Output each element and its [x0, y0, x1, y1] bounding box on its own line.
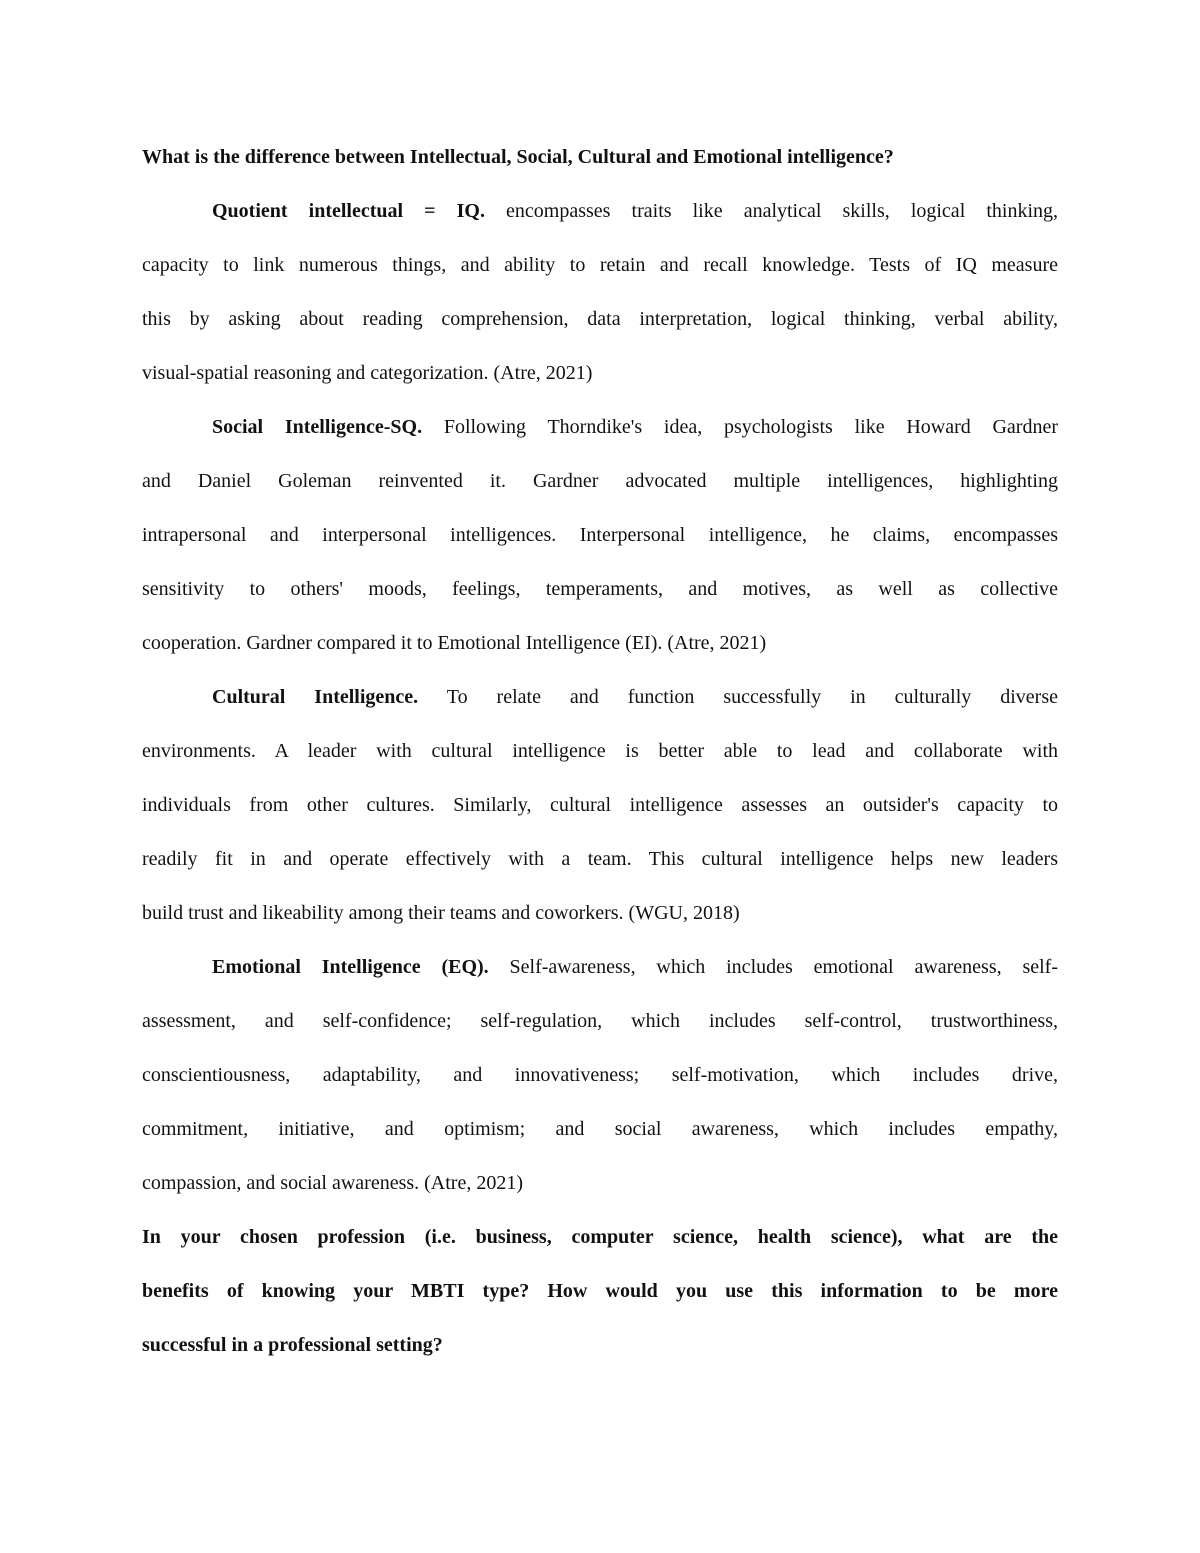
text-line [142, 847, 1058, 871]
text-line [142, 631, 1058, 655]
text-line [142, 793, 1058, 817]
text-line [142, 523, 1058, 547]
bold-heading-text: In your chosen profession (i.e. business, computer science, health science), what are the [142, 1226, 1058, 1248]
text-line [212, 685, 1058, 709]
bold-heading-text: benefits of knowing your MBTI type? How would you use this information to be more [142, 1280, 1058, 1302]
text-line [212, 199, 1058, 223]
body-text: this by asking about reading comprehension, data interpretation, logical thinking, verbal ability, [142, 308, 1058, 330]
text-line [212, 415, 1058, 439]
body-text: encompasses traits like analytical skills, logical thinking, [484, 200, 1058, 222]
body-text: environments. A leader with cultural intelligence is better able to lead and collaborate with [142, 740, 1058, 762]
text-line [142, 469, 1058, 493]
bold-heading-text: Social Intelligence-SQ. [212, 416, 423, 438]
text-line [142, 1117, 1058, 1141]
text-line [142, 1009, 1058, 1033]
body-text: individuals from other cultures. Similarly, cultural intelligence assesses an outsider's capacity to [142, 794, 1058, 816]
text-line [142, 1171, 1058, 1195]
bold-heading-text: successful in a professional setting? [142, 1334, 443, 1356]
body-text: visual-spatial reasoning and categorization. (Atre, 2021) [142, 362, 593, 384]
body-text: To relate and function successfully in culturally diverse [418, 686, 1058, 708]
text-line [142, 1063, 1058, 1087]
body-text: assessment, and self-confidence; self-regulation, which includes self-control, trustworthiness, [142, 1010, 1058, 1032]
bold-heading-text: What is the difference between Intellectual, Social, Cultural and Emotional intelligence? [142, 146, 894, 168]
body-text: readily fit in and operate effectively with a team. This cultural intelligence helps new leaders [142, 848, 1058, 870]
bold-heading-text: Cultural Intelligence. [212, 686, 419, 708]
text-line [142, 901, 1058, 925]
text-line [142, 1333, 1058, 1357]
text-line [142, 577, 1058, 601]
body-text: Following Thorndike's idea, psychologists like Howard Gardner [422, 416, 1058, 438]
text-line [142, 1225, 1058, 1249]
text-line [142, 307, 1058, 331]
text-line [142, 361, 1058, 385]
text-line [142, 1279, 1058, 1303]
body-text: commitment, initiative, and optimism; and social awareness, which includes empathy, [142, 1118, 1058, 1140]
text-line [142, 253, 1058, 277]
bold-heading-text: Quotient intellectual = IQ. [212, 200, 485, 222]
body-text: capacity to link numerous things, and ability to retain and recall knowledge. Tests of IQ measure [142, 254, 1058, 276]
body-text: conscientiousness, adaptability, and innovativeness; self-motivation, which includes drive, [142, 1064, 1058, 1086]
body-text: sensitivity to others' moods, feelings, temperaments, and motives, as well as collective [142, 578, 1058, 600]
text-line [142, 145, 1058, 169]
body-text: Self-awareness, which includes emotional awareness, self- [488, 956, 1058, 978]
bold-heading-text: Emotional Intelligence (EQ). [212, 956, 489, 978]
body-text: build trust and likeability among their teams and coworkers. (WGU, 2018) [142, 902, 740, 924]
text-line [212, 955, 1058, 979]
body-text: compassion, and social awareness. (Atre, 2021) [142, 1172, 523, 1194]
body-text: cooperation. Gardner compared it to Emotional Intelligence (EI). (Atre, 2021) [142, 632, 767, 654]
body-text: and Daniel Goleman reinvented it. Gardner advocated multiple intelligences, highlighting [142, 470, 1058, 492]
text-line [142, 739, 1058, 763]
body-text: intrapersonal and interpersonal intelligences. Interpersonal intelligence, he claims, encompasses [142, 524, 1058, 546]
